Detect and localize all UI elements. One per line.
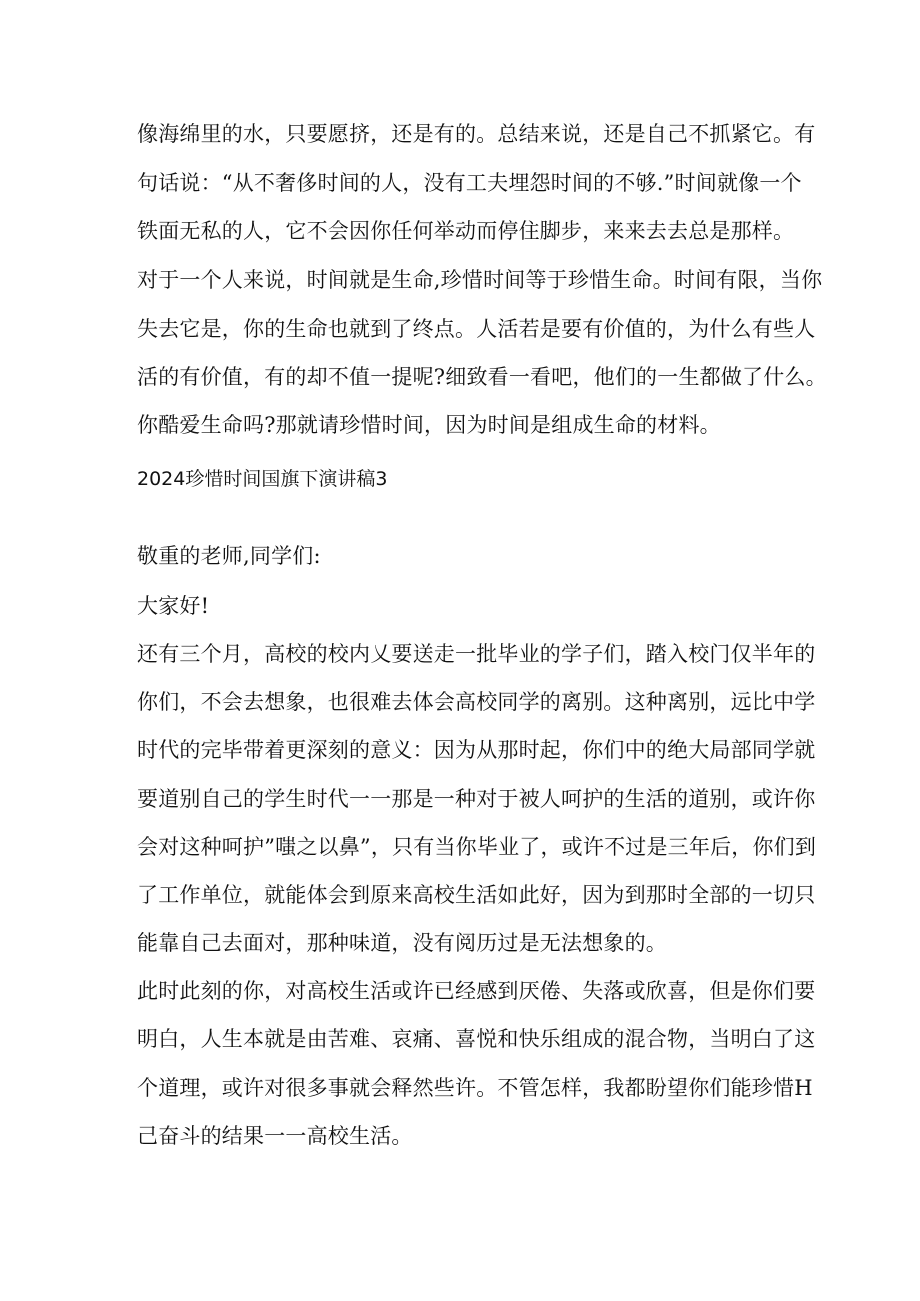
body-text-line: 你酷爱生命吗?那就请珍惜时间，因为时间是组成生命的材料。 <box>137 413 721 437</box>
body-text-line: 对于一个人来说，时间就是生命,珍惜时间等于珍惜生命。时间有限，当你 <box>137 268 823 292</box>
body-text-line: 了工作单位，就能体会到原来高校生活如此好，因为到那时全部的一切只 <box>137 883 816 907</box>
greeting-line: 大家好! <box>137 594 210 618</box>
body-text-line: 己奋斗的结果一一高校生活。 <box>137 1124 413 1148</box>
body-text-line: 能靠自己去面对，那种味道，没有阅历过是无法想象的。 <box>137 931 667 955</box>
body-text-line: 个道理，或许对很多事就会释然些许。不管怎样，我都盼望你们能珍惜H <box>137 1076 813 1100</box>
body-text-line: 会对这种呵护”嗤之以鼻”，只有当你毕业了，或许不过是三年后，你们到 <box>137 835 817 859</box>
body-text-line: 句话说：“从不奢侈时间的人，没有工夫埋怨时间的不够.”时间就像一个 <box>137 171 802 195</box>
body-text-line: 还有三个月，高校的校内乂要送走一批毕业的学子们，踏入校门仅半年的 <box>137 642 816 666</box>
body-text-line: 像海绵里的水，只要愿挤，还是有的。总结来说，还是自己不抓紧它。有 <box>137 122 816 146</box>
body-text-line: 时代的完毕带着更深刻的意义：因为从那时起，你们中的绝大局部同学就 <box>137 738 816 762</box>
body-text-line: 此时此刻的你，对高校生活或许已经感到厌倦、失落或欣喜，但是你们要 <box>137 979 816 1003</box>
body-text-line: 铁面无私的人，它不会因你任何举动而停住脚步，来来去去总是那样。 <box>137 219 795 243</box>
body-text-line: 失去它是，你的生命也就到了终点。人活若是要有价值的，为什么有些人 <box>137 317 816 341</box>
body-text-line: 要道别自己的学生时代一一那是一种对于被人呵护的生活的道别，或许你 <box>137 787 816 811</box>
body-text-line: 你们，不会去想象，也很难去体会高校同学的离别。这种离别，远比中学 <box>137 690 816 714</box>
salutation-line: 敬重的老师,同学们: <box>137 544 321 568</box>
section-title: 2024珍惜时间国旗下演讲稿3 <box>137 468 388 490</box>
body-text-line: 明白，人生本就是由苦难、哀痛、喜悦和快乐组成的混合物，当明白了这 <box>137 1027 816 1051</box>
body-text-line: 活的有价值，有的却不值一提呢?细致看一看吧，他们的一生都做了什么。 <box>137 365 827 389</box>
